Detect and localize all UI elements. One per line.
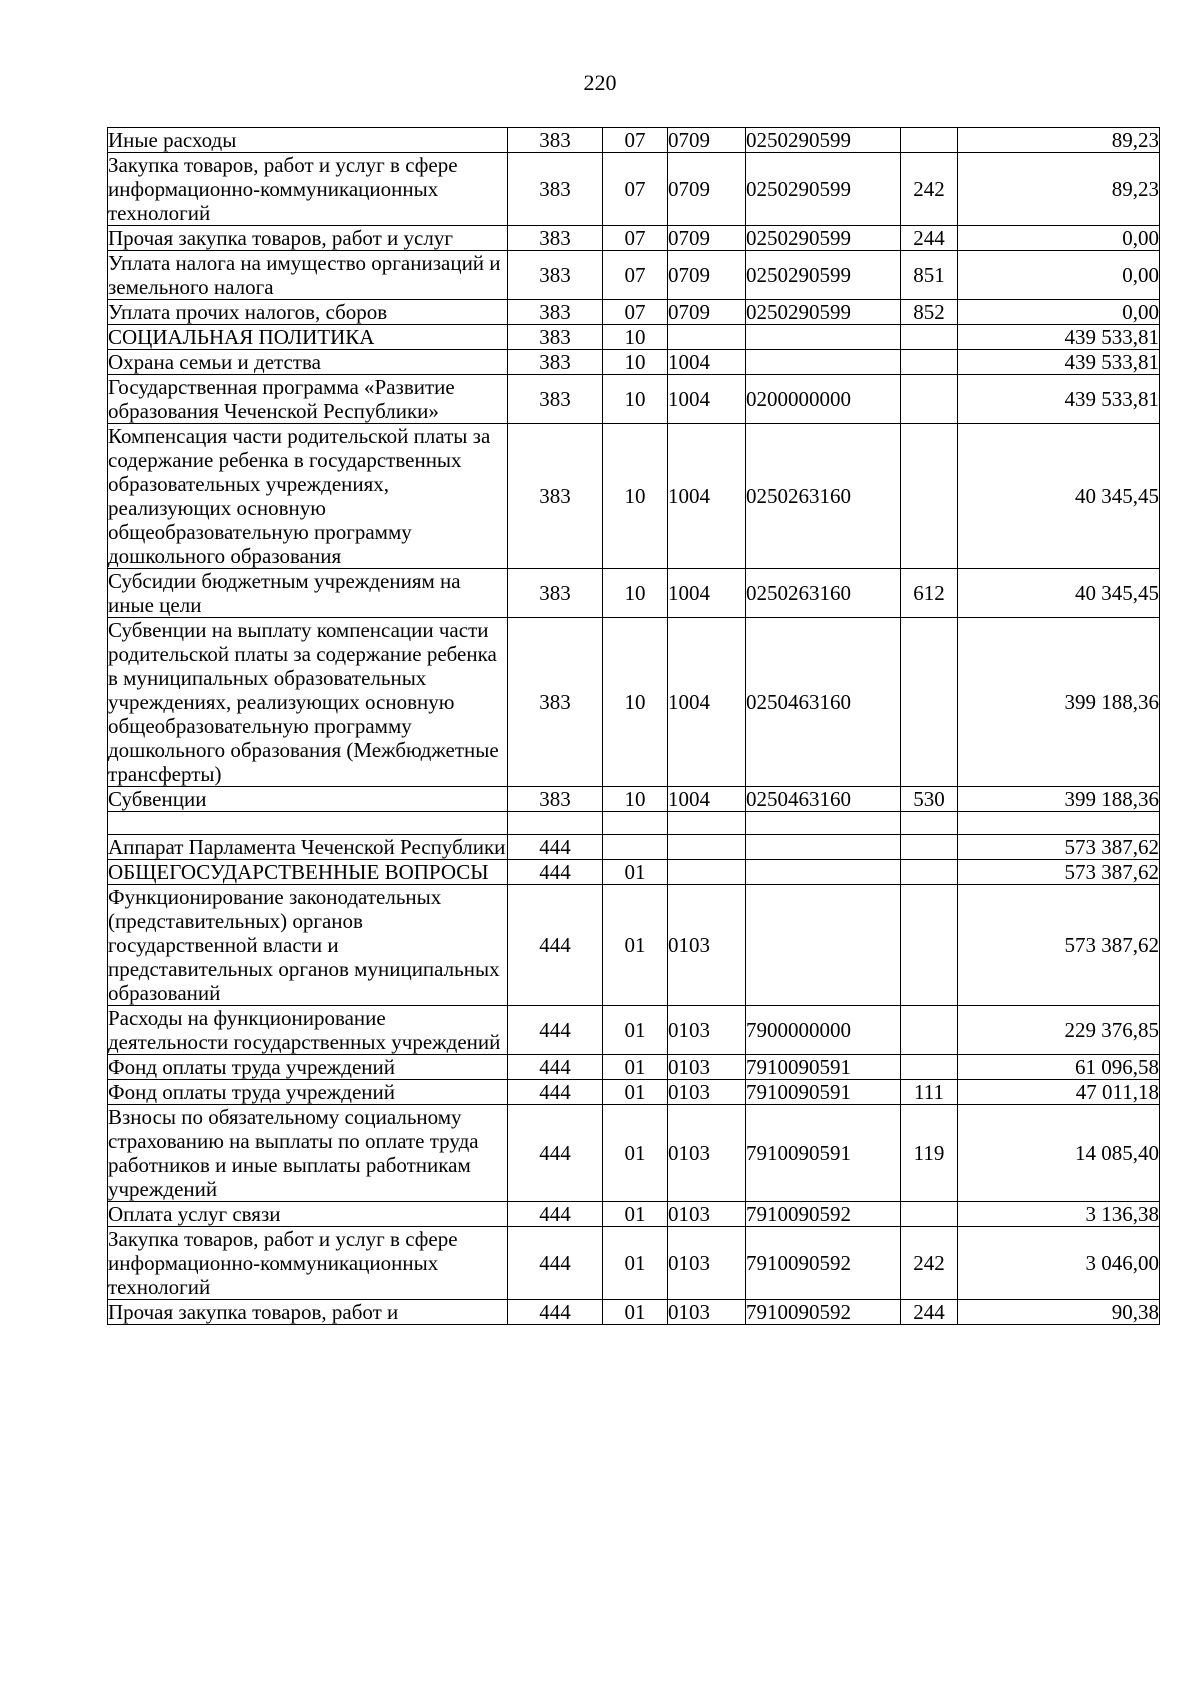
target-article-cell	[746, 860, 901, 885]
table-row	[108, 1105, 1160, 1202]
item-name-cell: Функционирование законодательных (представительных) органов государственной власти и представительных органов муниципальных образований	[108, 885, 508, 1006]
department-code-cell: 383	[508, 350, 603, 375]
target-article-cell: 0250290599	[746, 128, 901, 153]
table-row	[108, 226, 1160, 251]
expense-type-cell: 612	[901, 569, 958, 618]
table-row	[108, 787, 1160, 812]
department-code-cell: 383	[508, 569, 603, 618]
department-code-cell: 444	[508, 860, 603, 885]
amount-cell: 90,38	[958, 1300, 1160, 1325]
section-code-cell	[603, 835, 668, 860]
amount-cell: 40 345,45	[958, 424, 1160, 569]
table-row	[108, 1006, 1160, 1055]
section-code-cell: 01	[603, 885, 668, 1006]
amount-cell: 3 046,00	[958, 1227, 1160, 1300]
target-article-cell: 0250463160	[746, 787, 901, 812]
item-name-cell: Охрана семьи и детства	[108, 350, 508, 375]
target-article-cell	[746, 885, 901, 1006]
subsection-code-cell: 1004	[668, 424, 746, 569]
item-name-cell: Компенсация части родительской платы за содержание ребенка в государственных образовательных учреждениях, реализующих основную общеобразовательную программу дошкольного образования	[108, 424, 508, 569]
table-row	[108, 1202, 1160, 1227]
table-row	[108, 251, 1160, 300]
target-article-cell	[746, 812, 901, 835]
expense-type-cell	[901, 812, 958, 835]
department-code-cell: 444	[508, 835, 603, 860]
subsection-code-cell	[668, 812, 746, 835]
subsection-code-cell: 0709	[668, 300, 746, 325]
item-name-cell: Расходы на функционирование деятельности государственных учреждений	[108, 1006, 508, 1055]
table-row	[108, 375, 1160, 424]
section-code-cell: 07	[603, 226, 668, 251]
expense-type-cell: 111	[901, 1080, 958, 1105]
expense-type-cell	[901, 424, 958, 569]
item-name-cell: Фонд оплаты труда учреждений	[108, 1080, 508, 1105]
budget-table	[107, 127, 1160, 1325]
item-name-cell: Закупка товаров, работ и услуг в сфере информационно-коммуникационных технологий	[108, 153, 508, 226]
target-article-cell: 7900000000	[746, 1006, 901, 1055]
subsection-code-cell: 0709	[668, 251, 746, 300]
item-name-cell: Закупка товаров, работ и услуг в сфере информационно-коммуникационных технологий	[108, 1227, 508, 1300]
department-code-cell: 444	[508, 1105, 603, 1202]
subsection-code-cell: 1004	[668, 787, 746, 812]
subsection-code-cell: 0709	[668, 128, 746, 153]
item-name-cell: Субсидии бюджетным учреждениям на иные цели	[108, 569, 508, 618]
subsection-code-cell: 1004	[668, 618, 746, 787]
expense-type-cell: 242	[901, 1227, 958, 1300]
amount-cell: 439 533,81	[958, 325, 1160, 350]
target-article-cell: 7910090591	[746, 1055, 901, 1080]
target-article-cell: 0250463160	[746, 618, 901, 787]
section-code-cell: 01	[603, 1227, 668, 1300]
expense-type-cell: 244	[901, 1300, 958, 1325]
subsection-code-cell	[668, 860, 746, 885]
amount-cell: 0,00	[958, 251, 1160, 300]
item-name-cell: Субвенции	[108, 787, 508, 812]
expense-type-cell: 852	[901, 300, 958, 325]
amount-cell: 14 085,40	[958, 1105, 1160, 1202]
section-code-cell: 10	[603, 325, 668, 350]
expense-type-cell: 242	[901, 153, 958, 226]
target-article-cell: 7910090592	[746, 1227, 901, 1300]
amount-cell: 229 376,85	[958, 1006, 1160, 1055]
target-article-cell: 7910090591	[746, 1080, 901, 1105]
department-code-cell: 444	[508, 1006, 603, 1055]
subsection-code-cell: 1004	[668, 569, 746, 618]
target-article-cell	[746, 325, 901, 350]
item-name-cell	[108, 812, 508, 835]
department-code-cell: 383	[508, 424, 603, 569]
subsection-code-cell: 0709	[668, 226, 746, 251]
section-code-cell: 10	[603, 618, 668, 787]
item-name-cell: ОБЩЕГОСУДАРСТВЕННЫЕ ВОПРОСЫ	[108, 860, 508, 885]
item-name-cell: СОЦИАЛЬНАЯ ПОЛИТИКА	[108, 325, 508, 350]
section-code-cell: 10	[603, 569, 668, 618]
table-row	[108, 1055, 1160, 1080]
department-code-cell: 383	[508, 618, 603, 787]
table-row	[108, 812, 1160, 835]
table-row	[108, 618, 1160, 787]
department-code-cell: 383	[508, 300, 603, 325]
amount-cell: 439 533,81	[958, 375, 1160, 424]
table-row	[108, 325, 1160, 350]
expense-type-cell	[901, 375, 958, 424]
target-article-cell: 0200000000	[746, 375, 901, 424]
department-code-cell: 383	[508, 251, 603, 300]
section-code-cell: 01	[603, 1006, 668, 1055]
expense-type-cell	[901, 1055, 958, 1080]
subsection-code-cell: 1004	[668, 350, 746, 375]
amount-cell: 573 387,62	[958, 835, 1160, 860]
amount-cell: 0,00	[958, 300, 1160, 325]
section-code-cell: 10	[603, 787, 668, 812]
item-name-cell: Фонд оплаты труда учреждений	[108, 1055, 508, 1080]
item-name-cell: Аппарат Парламента Чеченской Республики	[108, 835, 508, 860]
subsection-code-cell: 0103	[668, 1300, 746, 1325]
target-article-cell	[746, 350, 901, 375]
section-code-cell: 07	[603, 300, 668, 325]
item-name-cell: Государственная программа «Развитие образования Чеченской Республики»	[108, 375, 508, 424]
department-code-cell: 444	[508, 1080, 603, 1105]
amount-cell: 399 188,36	[958, 618, 1160, 787]
expense-type-cell	[901, 835, 958, 860]
item-name-cell: Иные расходы	[108, 128, 508, 153]
table-row	[108, 128, 1160, 153]
section-code-cell: 01	[603, 1080, 668, 1105]
table-row	[108, 350, 1160, 375]
amount-cell: 89,23	[958, 128, 1160, 153]
section-code-cell: 01	[603, 1300, 668, 1325]
amount-cell: 3 136,38	[958, 1202, 1160, 1227]
table-row	[108, 1300, 1160, 1325]
department-code-cell: 444	[508, 1227, 603, 1300]
department-code-cell	[508, 812, 603, 835]
item-name-cell: Уплата налога на имущество организаций и земельного налога	[108, 251, 508, 300]
expense-type-cell	[901, 128, 958, 153]
department-code-cell: 444	[508, 885, 603, 1006]
amount-cell: 573 387,62	[958, 860, 1160, 885]
item-name-cell: Оплата услуг связи	[108, 1202, 508, 1227]
section-code-cell: 01	[603, 860, 668, 885]
item-name-cell: Прочая закупка товаров, работ и	[108, 1300, 508, 1325]
table-row	[108, 1080, 1160, 1105]
target-article-cell: 0250290599	[746, 300, 901, 325]
subsection-code-cell: 0103	[668, 1227, 746, 1300]
section-code-cell: 07	[603, 128, 668, 153]
item-name-cell: Субвенции на выплату компенсации части родительской платы за содержание ребенка в муниципальных образовательных учреждениях, реализующих основную общеобразовательную программу дошкольного образования (Межбюджетные трансферты)	[108, 618, 508, 787]
expense-type-cell: 530	[901, 787, 958, 812]
amount-cell: 61 096,58	[958, 1055, 1160, 1080]
table-row	[108, 569, 1160, 618]
expense-type-cell	[901, 350, 958, 375]
amount-cell: 40 345,45	[958, 569, 1160, 618]
amount-cell: 89,23	[958, 153, 1160, 226]
section-code-cell: 01	[603, 1055, 668, 1080]
expense-type-cell	[901, 1202, 958, 1227]
subsection-code-cell	[668, 835, 746, 860]
item-name-cell: Уплата прочих налогов, сборов	[108, 300, 508, 325]
amount-cell: 399 188,36	[958, 787, 1160, 812]
target-article-cell: 7910090592	[746, 1300, 901, 1325]
subsection-code-cell: 0103	[668, 885, 746, 1006]
table-row	[108, 885, 1160, 1006]
section-code-cell: 10	[603, 350, 668, 375]
amount-cell: 0,00	[958, 226, 1160, 251]
target-article-cell: 0250290599	[746, 251, 901, 300]
subsection-code-cell: 1004	[668, 375, 746, 424]
subsection-code-cell: 0103	[668, 1006, 746, 1055]
expense-type-cell	[901, 1006, 958, 1055]
section-code-cell: 07	[603, 153, 668, 226]
department-code-cell: 383	[508, 375, 603, 424]
table-row	[108, 424, 1160, 569]
amount-cell: 573 387,62	[958, 885, 1160, 1006]
table-row	[108, 153, 1160, 226]
item-name-cell: Прочая закупка товаров, работ и услуг	[108, 226, 508, 251]
target-article-cell: 0250263160	[746, 424, 901, 569]
table-row	[108, 1227, 1160, 1300]
page-number: 220	[583, 70, 617, 95]
section-code-cell: 01	[603, 1105, 668, 1202]
budget-table-body	[108, 128, 1160, 1325]
target-article-cell: 0250290599	[746, 226, 901, 251]
section-code-cell	[603, 812, 668, 835]
table-row	[108, 835, 1160, 860]
target-article-cell: 0250263160	[746, 569, 901, 618]
target-article-cell: 7910090592	[746, 1202, 901, 1227]
item-name-cell: Взносы по обязательному социальному страхованию на выплаты по оплате труда работников и иные выплаты работникам учреждений	[108, 1105, 508, 1202]
expense-type-cell: 851	[901, 251, 958, 300]
section-code-cell: 01	[603, 1202, 668, 1227]
subsection-code-cell	[668, 325, 746, 350]
subsection-code-cell: 0709	[668, 153, 746, 226]
expense-type-cell: 244	[901, 226, 958, 251]
amount-cell: 439 533,81	[958, 350, 1160, 375]
subsection-code-cell: 0103	[668, 1105, 746, 1202]
expense-type-cell: 119	[901, 1105, 958, 1202]
table-row	[108, 300, 1160, 325]
department-code-cell: 444	[508, 1055, 603, 1080]
subsection-code-cell: 0103	[668, 1055, 746, 1080]
section-code-cell: 07	[603, 251, 668, 300]
subsection-code-cell: 0103	[668, 1080, 746, 1105]
department-code-cell: 383	[508, 153, 603, 226]
section-code-cell: 10	[603, 375, 668, 424]
expense-type-cell	[901, 618, 958, 787]
target-article-cell: 0250290599	[746, 153, 901, 226]
subsection-code-cell: 0103	[668, 1202, 746, 1227]
amount-cell	[958, 812, 1160, 835]
expense-type-cell	[901, 860, 958, 885]
department-code-cell: 383	[508, 128, 603, 153]
table-row	[108, 860, 1160, 885]
section-code-cell: 10	[603, 424, 668, 569]
department-code-cell: 383	[508, 226, 603, 251]
expense-type-cell	[901, 325, 958, 350]
target-article-cell	[746, 835, 901, 860]
expense-type-cell	[901, 885, 958, 1006]
department-code-cell: 444	[508, 1300, 603, 1325]
department-code-cell: 444	[508, 1202, 603, 1227]
department-code-cell: 383	[508, 787, 603, 812]
department-code-cell: 383	[508, 325, 603, 350]
target-article-cell: 7910090591	[746, 1105, 901, 1202]
amount-cell: 47 011,18	[958, 1080, 1160, 1105]
